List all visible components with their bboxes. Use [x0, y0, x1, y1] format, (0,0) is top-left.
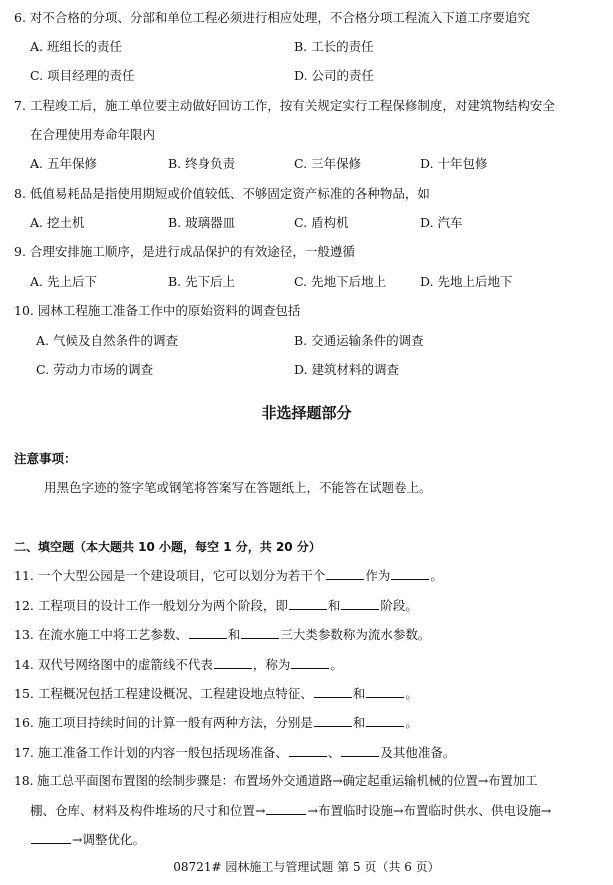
fill-q15-text3: 。: [405, 686, 418, 701]
answer-blank: [291, 656, 329, 669]
q9-option-c: C. 先地下后地上: [294, 274, 387, 289]
page-footer: 08721# 园林施工与管理试题 第 5 页（共 6 页）: [173, 860, 440, 874]
q10-option-c: C. 劳动力市场的调查: [36, 362, 154, 377]
section-title: 非选择题部分: [261, 404, 352, 422]
fill-q12-text3: 阶段。: [380, 598, 418, 613]
q7-option-c: C. 三年保修: [294, 156, 362, 171]
fill-q12-text2: 和: [327, 598, 341, 613]
notice-heading: 注意事项：: [14, 451, 77, 466]
q8-option-b: B. 玻璃器皿: [168, 215, 236, 230]
q10-option-a: A. 气候及自然条件的调查: [36, 333, 178, 348]
q9-option-a: A. 先上后下: [30, 274, 97, 289]
q6-stem: 6. 对不合格的分项、分部和单位工程必须进行相应处理，不合格分项工程流入下道工序要追究: [14, 10, 530, 25]
fill-q15-text1: 15. 工程概况包括工程建设概况、工程建设地点特征、: [14, 686, 313, 701]
q10-stem: 10. 园林工程施工准备工作中的原始资料的调查包括: [14, 303, 301, 318]
q6-option-b: B. 工长的责任: [294, 39, 374, 54]
fill-q12-text1: 12. 工程项目的设计工作一般划分为两个阶段，即: [14, 598, 288, 613]
fill-q18-text2a: 棚、仓库、材料及构件堆场的尺寸和位置→: [30, 803, 266, 818]
fill-q18-text2b: →布置临时设施→布置临时供水、供电设施→: [307, 803, 552, 818]
q7-option-d: D. 十年包修: [420, 156, 488, 171]
fill-q18-line3: [30, 831, 605, 848]
answer-blank: [314, 714, 352, 727]
notice-text: 用黑色字迹的签字笔或钢笔将答案写在答题纸上，不能答在试题卷上。: [44, 480, 432, 495]
fill-q14-text2: ，称为: [252, 657, 291, 672]
fill-q11-text3: 。: [430, 568, 443, 583]
answer-blank: [266, 802, 306, 815]
q9-option-b: B. 先下后上: [168, 274, 236, 289]
fill-q16-text3: 。: [405, 715, 418, 730]
q7-option-a: A. 五年保修: [30, 156, 97, 171]
answer-blank: [289, 744, 327, 757]
answer-blank: [341, 597, 379, 610]
answer-blank: [326, 567, 364, 580]
fill-q16: [14, 714, 605, 731]
answer-blank: [289, 597, 327, 610]
answer-blank: [366, 685, 404, 698]
fill-q18-line1: 18. 施工总平面图布置图的绘制步骤是：布置场外交通道路→确定起重运输机械的位置→布置加工: [14, 773, 538, 788]
q7-option-b: B. 终身负责: [168, 156, 236, 171]
fill-q18-text3: →调整优化。: [72, 832, 145, 847]
answer-blank: [189, 626, 227, 639]
fill-q11-text2: 作为: [365, 568, 391, 583]
q10-option-d: D. 建筑材料的调查: [294, 362, 400, 377]
q6-option-a: A. 班组长的责任: [30, 39, 122, 54]
fill-q11: [14, 567, 605, 584]
fill-q16-text1: 16. 施工项目持续时间的计算一般有两种方法，分别是: [14, 715, 313, 730]
fill-q11-text1: 11. 一个大型公园是一个建设项目，它可以划分为若干个: [14, 568, 326, 583]
q10-option-b: B. 交通运输条件的调查: [294, 333, 424, 348]
fill-q13: [14, 626, 605, 643]
fill-q17-text1: 17. 施工准备工作计划的内容一般包括现场准备、: [14, 745, 288, 760]
fill-q13-text3: 三大类参数称为流水参数。: [280, 627, 431, 642]
q8-option-a: A. 挖土机: [30, 215, 85, 230]
fill-q14-text1: 14. 双代号网络图中的虚箭线不代表: [14, 657, 213, 672]
q8-option-c: C. 盾构机: [294, 215, 349, 230]
answer-blank: [214, 656, 252, 669]
q7-stem-line2: 在合理使用寿命年限内: [30, 127, 156, 142]
q6-option-d: D. 公司的责任: [294, 68, 375, 83]
part-heading: 二、填空题（本大题共 10 小题，每空 1 分，共 20 分）: [14, 540, 321, 554]
fill-q14-text3: 。: [330, 657, 343, 672]
answer-blank: [391, 567, 429, 580]
fill-q15-text2: 和: [352, 686, 366, 701]
fill-q18-line2: [30, 802, 605, 819]
fill-q17-text2: 、: [327, 745, 341, 760]
fill-q15: [14, 685, 605, 702]
q8-option-d: D. 汽车: [420, 215, 463, 230]
fill-q16-text2: 和: [352, 715, 366, 730]
answer-blank: [31, 831, 71, 844]
answer-blank: [314, 685, 352, 698]
q8-stem: 8. 低值易耗品是指使用期短或价值较低、不够固定资产标准的各种物品，如: [14, 186, 430, 201]
answer-blank: [366, 714, 404, 727]
q9-stem: 9. 合理安排施工顺序，是进行成品保护的有效途径，一般遵循: [14, 244, 355, 259]
q9-option-d: D. 先地上后地下: [420, 274, 513, 289]
q7-stem-line1: 7. 工程竣工后，施工单位要主动做好回访工作，按有关规定实行工程保修制度，对建筑物结构安全: [14, 98, 555, 113]
fill-q17: [14, 744, 605, 761]
q6-option-c: C. 项目经理的责任: [30, 68, 135, 83]
answer-blank: [241, 626, 279, 639]
answer-blank: [341, 744, 379, 757]
fill-q12: [14, 597, 605, 614]
fill-q14: [14, 656, 605, 673]
fill-q17-text3: 及其他准备。: [380, 745, 456, 760]
fill-q13-text2: 和: [227, 627, 241, 642]
fill-q13-text1: 13. 在流水施工中将工艺参数、: [14, 627, 188, 642]
